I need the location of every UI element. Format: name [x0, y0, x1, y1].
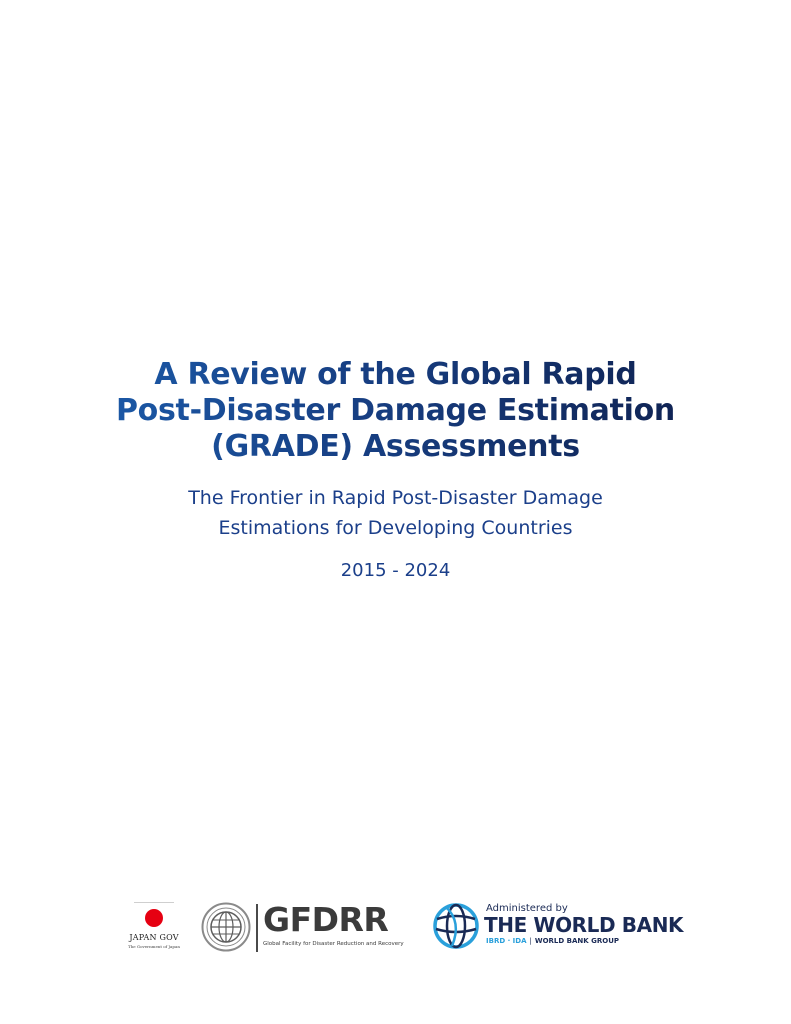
subtitle-line-1: The Frontier in Rapid Post-Disaster Damage [188, 487, 603, 509]
japan-gov-name: JAPAN GOV [129, 933, 179, 942]
world-bank-separator: | [529, 937, 532, 945]
title-line-3: (GRADE) Assessments [0, 429, 791, 465]
gfdrr-wordmark: GFDRR [263, 900, 389, 939]
japan-gov-logo [122, 900, 186, 950]
report-subtitle [0, 483, 791, 543]
gfdrr-divider [256, 904, 258, 952]
world-bank-name: THE WORLD BANK [484, 913, 684, 937]
title-line-2: Post-Disaster Damage Estimation [0, 393, 791, 429]
world-bank-logo [432, 902, 684, 954]
gfdrr-tagline: Global Facility for Disaster Reduction and Recovery [263, 941, 404, 947]
rising-sun-icon [145, 909, 163, 927]
world-bank-globe-icon [432, 902, 480, 950]
japan-gov-subtitle: The Government of Japan [128, 944, 180, 949]
ibrd-ida-label: IBRD · IDA [486, 937, 527, 945]
subtitle-line-2: Estimations for Developing Countries [218, 517, 573, 539]
japan-divider [134, 902, 174, 903]
report-years: 2015 - 2024 [340, 560, 451, 581]
world-bank-subline [486, 937, 619, 945]
gfdrr-logo [201, 902, 421, 954]
globe-emblem-icon [201, 902, 251, 952]
report-title [0, 357, 791, 465]
title-line-1: A Review of the Global Rapid [0, 357, 791, 393]
world-bank-group-label: WORLD BANK GROUP [534, 937, 620, 945]
administered-by-label: Administered by [486, 903, 568, 914]
